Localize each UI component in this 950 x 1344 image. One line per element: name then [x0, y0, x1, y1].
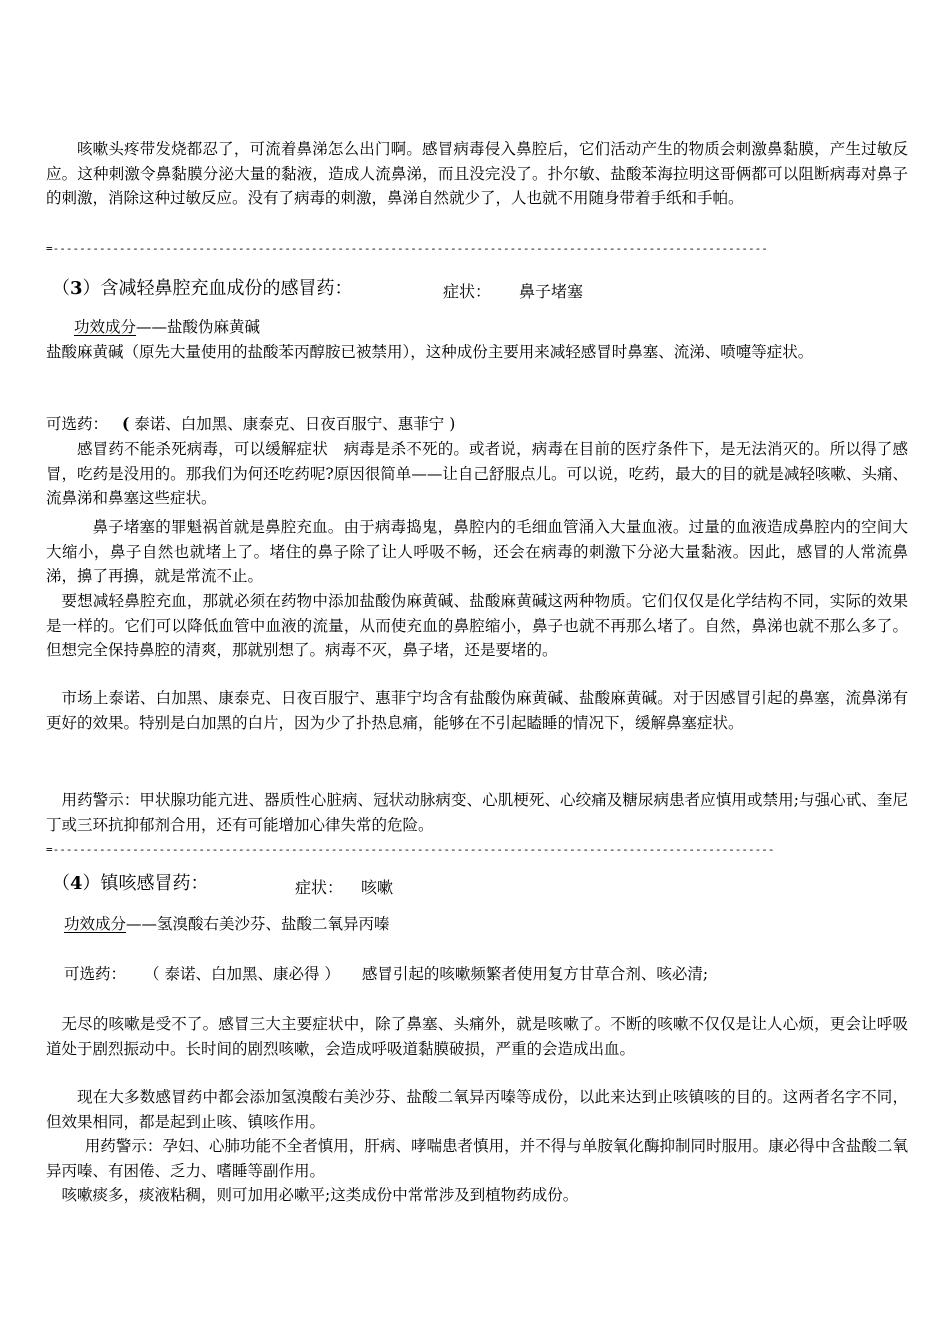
section-4-heading	[52, 872, 209, 897]
optional-label: 可选药：	[46, 415, 109, 433]
section-3-paragraph-4: 市场上泰诺、白加黑、康泰克、日夜百服宁、惠菲宁均含有盐酸伪麻黄碱、盐酸麻黄碱。对于因感冒引起的鼻塞，流鼻涕有更好的效果。特别是白加黑的白片，因为少了扑热息痛，能够在不引起瞌睡的情况下，缓解鼻塞症状。	[46, 689, 908, 732]
section-3-paragraph-1: 感冒药不能杀死病毒，可以缓解症状 病毒是杀不死的。或者说，病毒在目前的医疗条件下，是无法消灭的。所以得了感冒，吃药是没用的。那我们为何还吃药呢?原因很简单——让自己舒服点儿。可以说，吃药，最大的目的就是减轻咳嗽、头痛、流鼻涕和鼻塞这些症状。	[46, 440, 908, 507]
optional-label: 可选药：	[64, 965, 127, 983]
section-4-title: 镇咳感冒药：	[100, 873, 209, 894]
section-4-number: 4	[70, 873, 83, 894]
section-4-optional	[64, 962, 708, 987]
section-3-warning: 用药警示：甲状腺功能亢进、器质性心脏病、冠状动脉病变、心肌梗死、心绞痛及糖尿病患者应慎用或禁用;与强心甙、奎尼丁或三环抗抑郁剂合用，还有可能增加心律失常的危险。	[46, 791, 908, 834]
section-3-title: 含减轻鼻腔充血成份的感冒药：	[100, 278, 353, 299]
section-4-paragraph-2: 现在大多数感冒药中都会添加氢溴酸右美沙芬、盐酸二氧异丙嗪等成份，以此来达到止咳镇咳的目的。这两者名字不同，但效果相同，都是起到止咳、镇咳作用。	[46, 1088, 908, 1131]
section-3-optional	[46, 412, 455, 437]
optional-close: )	[449, 415, 456, 433]
section-3-effect	[74, 315, 260, 340]
section-3-symptom	[443, 280, 583, 305]
section-divider: =------------------------------------------------------------------------------------------------------------	[46, 242, 768, 255]
optional-drugs: （ 泰诺、白加黑、康必得 ）	[144, 965, 340, 983]
section-3-heading	[52, 277, 353, 302]
section-4-num-close: ）	[82, 873, 101, 894]
optional-note: 感冒引起的咳嗽频繁者使用复方甘草合剂、咳必清;	[361, 965, 709, 983]
section-4-paragraph-1: 无尽的咳嗽是受不了。感冒三大主要症状中，除了鼻塞、头痛外，就是咳嗽了。不断的咳嗽不仅仅是让人心烦，更会让呼吸道处于剧烈振动中。长时间的剧烈咳嗽，会造成呼吸道黏膜破损，严重的会造成出血。	[46, 1015, 908, 1058]
section-3-paragraph-2: 鼻子堵塞的罪魁祸首就是鼻腔充血。由于病毒捣鬼，鼻腔内的毛细血管涌入大量血液。过量的血液造成鼻腔内的空间大大缩小，鼻子自然也就堵上了。堵住的鼻子除了让人呼吸不畅，还会在病毒的刺激下分泌大量黏液。因此，感冒的人常流鼻涕，擤了再擤，就是常流不止。	[46, 518, 908, 585]
section-3-num-open: （	[52, 278, 70, 299]
section-3-paragraph-3: 要想减轻鼻腔充血，那就必须在药物中添加盐酸伪麻黄碱、盐酸麻黄碱这两种物质。它们仅仅是化学结构不同，实际的效果是一样的。它们可以降低血管中血液的流量，从而使充血的鼻腔缩小，鼻子也就不再那么堵了。自然，鼻涕也就不那么多了。但想完全保持鼻腔的清爽，那就别想了。病毒不灭，鼻子堵，还是要堵的。	[46, 592, 908, 659]
section-4-paragraph-3: 咳嗽痰多，痰液粘稠，则可加用必嗽平;这类成份中常常涉及到植物药成份。	[61, 1186, 579, 1204]
symptom-label: 症状：	[295, 878, 344, 897]
section-4-symptom	[295, 876, 393, 901]
section-divider: =-------------------------------------------------------------------------------------------------------------	[46, 843, 775, 856]
optional-drugs: 泰诺、白加黑、康泰克、日夜百服宁、惠菲宁	[129, 415, 450, 433]
effect-label: 功效成分	[74, 318, 137, 336]
symptom-value: 鼻子堵塞	[519, 282, 584, 301]
section-3-effect-desc: 盐酸麻黄碱（原先大量使用的盐酸苯丙醇胺已被禁用），这种成份主要用来减轻感冒时鼻塞、流涕、喷嚏等症状。	[46, 343, 814, 361]
effect-label: 功效成分	[64, 915, 127, 933]
paragraph-runny-nose: 咳嗽头疼带发烧都忍了，可流着鼻涕怎么出门啊。感冒病毒侵入鼻腔后，它们活动产生的物质会刺激鼻黏膜，产生过敏反应。这种刺激令鼻黏膜分泌大量的黏液，造成人流鼻涕，而且没完没了。扑尔敏、盐酸苯海拉明这哥俩都可以阻断病毒对鼻子的刺激，消除这种过敏反应。没有了病毒的刺激，鼻涕自然就少了，人也就不用随身带着手纸和手帕。	[46, 140, 908, 207]
optional-open: (	[122, 414, 130, 433]
effect-value: ——盐酸伪麻黄碱	[136, 318, 261, 336]
section-4-num-open: （	[52, 873, 70, 894]
symptom-label: 症状：	[443, 282, 492, 301]
effect-value: ——氢溴酸右美沙芬、盐酸二氧异丙嗪	[126, 915, 390, 933]
section-4-effect	[64, 912, 390, 937]
section-3-num-close: ）	[82, 278, 101, 299]
symptom-value: 咳嗽	[361, 878, 394, 897]
section-4-warning: 用药警示：孕妇、心肺功能不全者慎用，肝病、哮喘患者慎用，并不得与单胺氧化酶抑制同时服用。康必得中含盐酸二氧异丙嗪、有困倦、乏力、嗜睡等副作用。	[46, 1137, 908, 1180]
section-3-number: 3	[70, 278, 83, 299]
